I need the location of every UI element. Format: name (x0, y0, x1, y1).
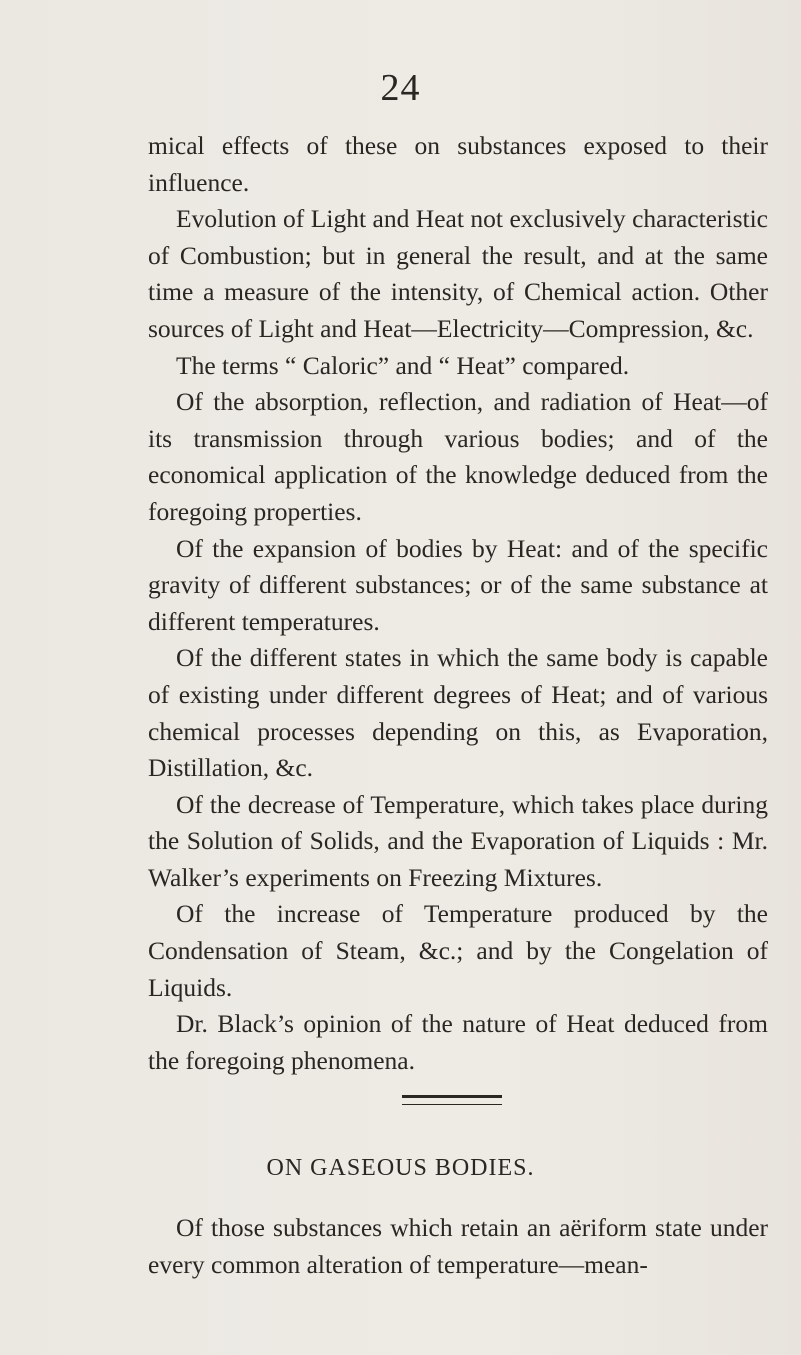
paragraph: Of the absorption, reflection, and radiation of Heat—of its transmission through various bodies; and of the economical application of the knowledge deduced from the foregoing properties. (148, 387, 768, 526)
paragraph: Of those substances which retain an aëriform state under every common alteration of temperature—mean- (148, 1213, 768, 1279)
paragraph: Dr. Black’s opinion of the nature of Heat deduced from the foregoing phenomena. (148, 1009, 768, 1075)
body-text (148, 128, 768, 1079)
paragraph: Of the increase of Temperature produced by the Condensation of Steam, &c.; and by the Congelation of Liquids. (148, 899, 768, 1002)
section-divider-rule (402, 1095, 502, 1105)
section-heading: ON GASEOUS BODIES. (266, 1155, 535, 1181)
paragraph: Of the different states in which the same body is capable of existing under different degrees of Heat; and of various chemical processes depending on this, as Evaporation, Distillation, &c. (148, 643, 768, 783)
section-body-text (148, 1210, 768, 1283)
paragraph: mical effects of these on substances exposed to their influence. (148, 131, 768, 197)
page-number: 24 (380, 67, 421, 109)
paragraph: Of the decrease of Temperature, which takes place during the Solution of Solids, and the Evaporation of Liquids : Mr. Walker’s experiments on Freezing Mixtures. (148, 789, 768, 892)
paragraph: Evolution of Light and Heat not exclusively characteristic of Combustion; but in general the result, and at the same time a measure of the intensity, of Chemical action. Other sources of Light and Heat—Electricity—Compression, &c. (148, 204, 768, 343)
paragraph: Of the expansion of bodies by Heat: and of the specific gravity of different substances; or of the same substance at different temperatures. (148, 533, 768, 636)
paragraph: The terms “ Caloric” and “ Heat” compared. (176, 350, 630, 380)
